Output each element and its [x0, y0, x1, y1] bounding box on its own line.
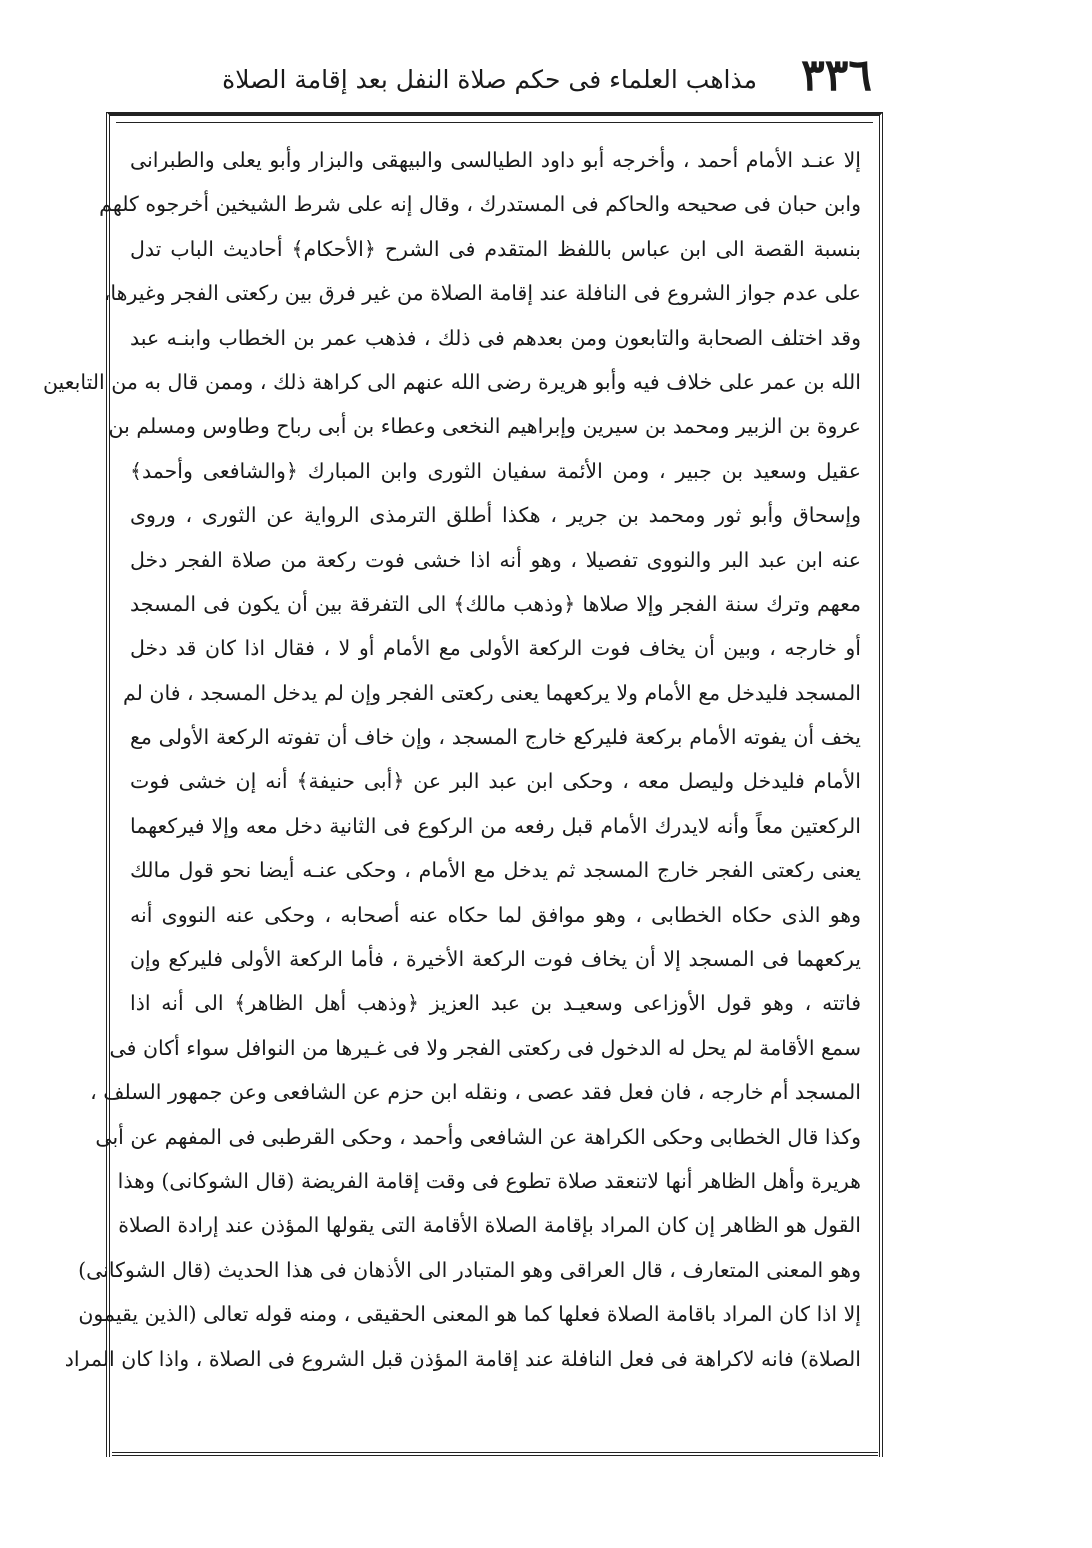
text-line: عنه ابن عبد البر والنووى تفصيلا ، وهو أنه اذا خشى فوت ركعة من صلاة الفجر دخل — [130, 547, 861, 572]
text-line: يخف أن يفوته الأمام بركعة فليركع خارج المسجد ، وإن خاف أن تفوته الركعة الأولى مع — [130, 725, 861, 750]
bottom-rule — [112, 1452, 878, 1456]
text-line: وهو المعنى المتعارف ، قال العراقى وهو المتبادر الى الأذهان فى هذا الحديث (قال الشوكانى) — [78, 1257, 861, 1282]
text-line: وقد اختلف الصحابة والتابعون ومن بعدهم فى ذلك ، فذهب عمر بن الخطاب وابنـه عبد — [130, 325, 861, 350]
text-line: القول هو الظاهر إن كان المراد بإقامة الصلاة الأقامة التى يقولها المؤذن عند إرادة الصلاة — [118, 1213, 861, 1238]
text-line: المسجد فليدخل مع الأمام ولا يركعهما يعنى ركعتى الفجر وإن لم يدخل المسجد ، فان لم — [123, 680, 861, 705]
text-line: عقيل وسعيد بن جبير ، ومن الأئمة سفيان الثورى وابن المبارك ﴿والشافعى وأحمد﴾ — [130, 458, 861, 483]
text-line: فاتته ، وهو قول الأوزاعى وسعيـد بن عبد العزيز ﴿وذهب أهل الظاهر﴾ الى أنه اذا — [130, 991, 861, 1016]
text-line: وكذا قال الخطابى وحكى الكراهة عن الشافعى وأحمد ، وحكى القرطبى فى المفهم عن أبى — [95, 1124, 861, 1149]
text-line: هريرة وأهل الظاهر أنها لاتنعقد صلاة تطوع فى وقت إقامة الفريضة (قال الشوكانى) وهذا — [117, 1168, 861, 1193]
text-line: وهو الذى حكاه الخطابى ، وهو موافق لما حكاه عنه أصحابه ، وحكى عنه النووى أنه — [130, 902, 861, 927]
text-line: عروة بن الزبير ومحمد بن سيرين وإبراهيم النخعى وعطاء بن أبى رباح وطاوس ومسلم بن — [108, 414, 861, 439]
text-line: يعنى ركعتى الفجر خارج المسجد ثم يدخل مع الأمام ، وحكى عنـه أيضا نحو قول مالك — [130, 858, 861, 883]
running-head: مذاهب العلماء فى حكم صلاة النفل بعد إقامة الصلاة — [222, 65, 757, 94]
text-line: يركعهما فى المسجد إلا أن يخاف فوت الركعة الأخيرة ، فأما الركعة الأولى فليركع وإن — [130, 947, 861, 972]
text-frame — [42, 112, 883, 1457]
text-line: وابن حبان فى صحيحه والحاكم فى المستدرك ، وقال إنه على شرط الشيخين أخرجوه كلهم — [99, 192, 861, 217]
text-line: الصلاة) فانه لاكراهة فى فعل النافلة عند إقامة المؤذن قبل الشروع فى الصلاة ، واذا كان المراد — [64, 1346, 861, 1371]
text-line: إلا عنـد الأمام أحمد ، وأخرجه أبو داود الطيالسى والبيهقى والبزار وأبو يعلى والطبرانى — [130, 148, 861, 172]
text-line: المسجد أم خارجه ، فان فعل فقد عصى ، ونقله ابن حزم عن الشافعى وعن جمهور السلف ، — [90, 1080, 861, 1105]
page-number: ٣٣٦ — [801, 50, 872, 101]
text-line: إلا اذا كان المراد باقامة الصلاة فعلها كما هو المعنى الحقيقى ، ومنه قوله تعالى (الذين يقيمون — [78, 1302, 861, 1327]
text-line: أو خارجه ، وبين أن يخاف فوت الركعة الأولى مع الأمام أو لا ، فقال اذا كان قد دخل — [130, 636, 861, 661]
text-line: وإسحاق وأبو ثور ومحمد بن جرير ، هكذا أطلق الترمذى الرواية عن الثورى ، وروى — [130, 503, 861, 528]
text-line: الأمام فليدخل وليصل معه ، وحكى ابن عبد البر عن ﴿أبى حنيفة﴾ أنه إن خشى فوت — [130, 769, 861, 794]
page-header — [222, 50, 872, 104]
text-line: بنسبة القصة الى ابن عباس باللفظ المتقدم فى الشرح ﴿الأحكام﴾ أحاديث الباب تدل — [130, 236, 861, 261]
text-line: الركعتين معاً وأنه لايدرك الأمام قبل رفعه من الركوع فى الثانية دخل معه وإلا فيركعهما — [130, 813, 861, 838]
text-line: الله بن عمر على خلاف فيه وأبو هريرة رضى الله عنهم الى كراهة ذلك ، وممن قال به من التابعين — [42, 369, 861, 394]
text-line: على عدم جواز الشروع فى النافلة عند إقامة الصلاة من غير فرق بين ركعتى الفجر وغيرها، — [103, 281, 861, 306]
text-line: سمع الأقامة لم يحل له الدخول فى ركعتى الفجر ولا فى غـيرها من النوافل سواء أكان فى — [109, 1035, 861, 1060]
text-line: معهم وترك سنة الفجر وإلا صلاها ﴿وذهب مالك﴾ الى التفرقة بين أن يكون فى المسجد — [130, 591, 861, 616]
body-text — [42, 138, 861, 1381]
